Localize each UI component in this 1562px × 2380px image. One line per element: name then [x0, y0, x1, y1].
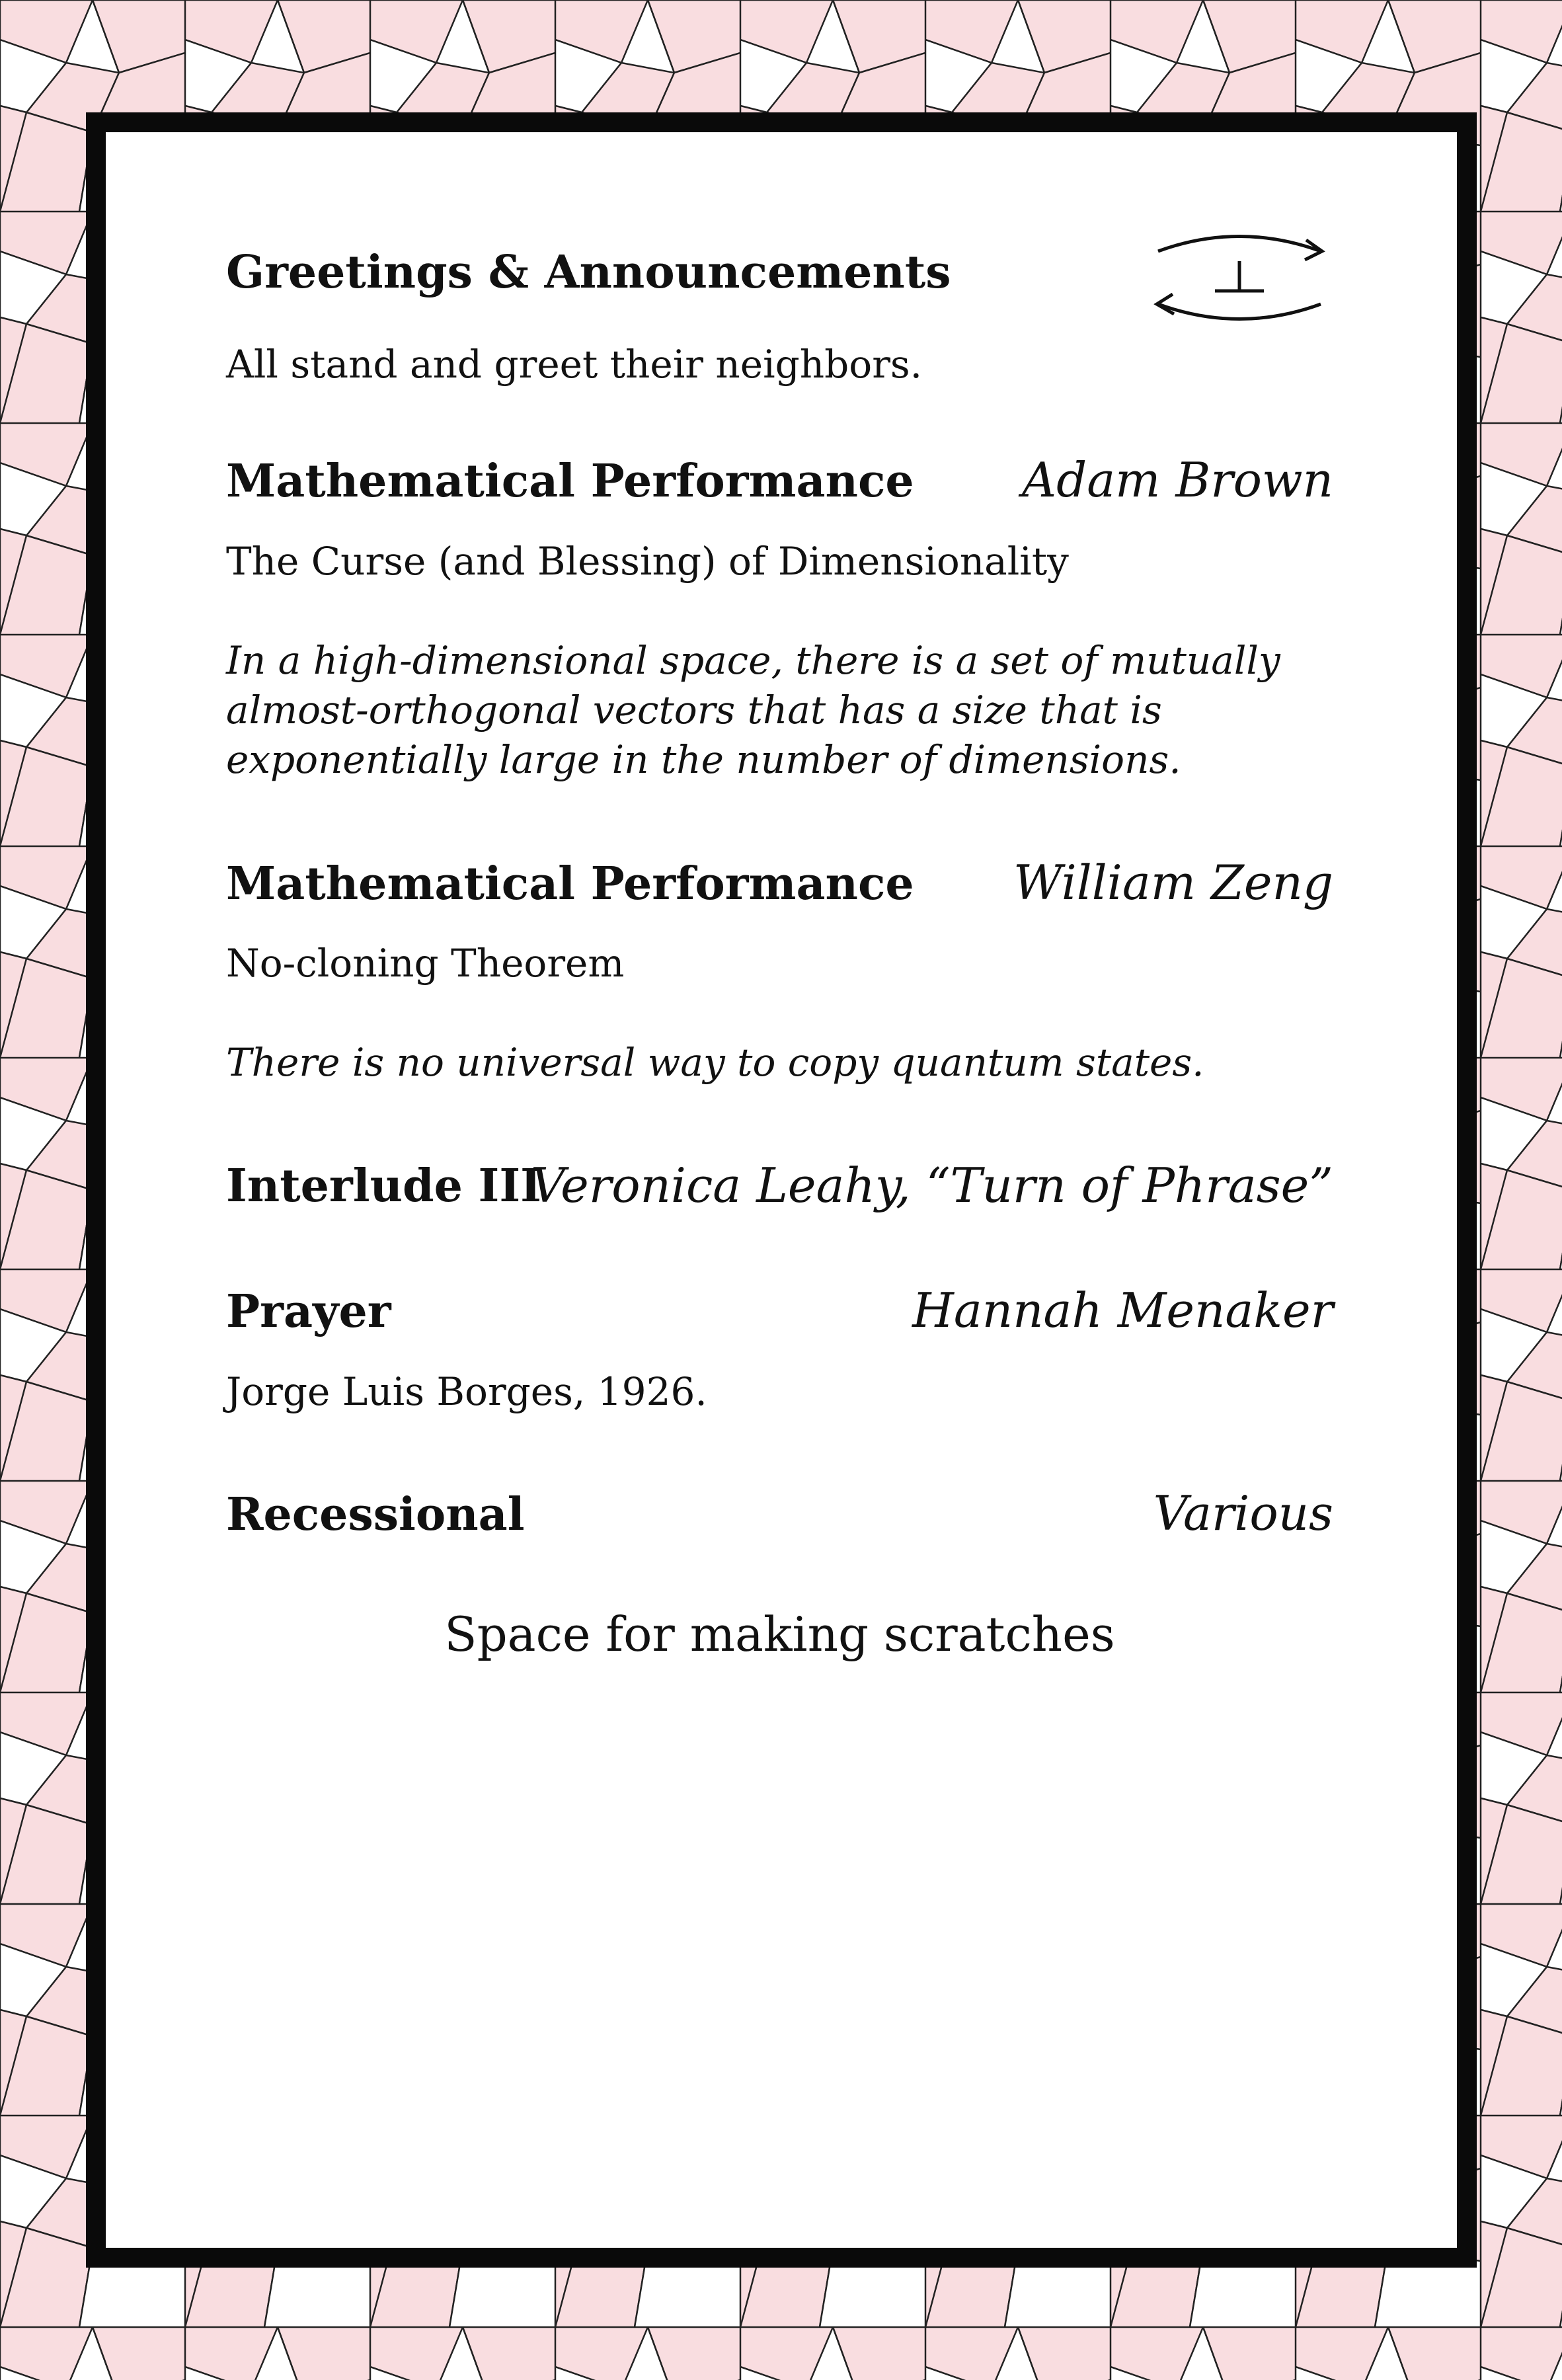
item-subtitle: The Curse (and Blessing) of Dimensionality — [226, 539, 1069, 584]
item-performer: Adam Brown — [1022, 452, 1333, 508]
item-subtitle: Jorge Luis Borges, 1926. — [226, 1369, 707, 1414]
commutator-perp-icon — [1150, 228, 1329, 334]
item-quote: There is no universal way to copy quantum states. — [226, 1040, 1204, 1085]
item-title: Greetings & Announcements — [226, 246, 951, 299]
item-subtitle: All stand and greet their neighbors. — [226, 342, 923, 387]
item-performer: Hannah Menaker — [912, 1283, 1333, 1338]
item-title: Interlude III — [226, 1160, 541, 1212]
item-quote: In a high-dimensional space, there is a set of mutually almost-orthogonal vectors that has a size that is exponentially large in the number of dimensions. — [226, 638, 1280, 782]
item-title: Mathematical Performance — [226, 455, 914, 508]
item-title: Prayer — [226, 1285, 391, 1338]
item-performer: William Zeng — [1013, 855, 1333, 910]
item-title: Recessional — [226, 1488, 525, 1541]
item-title: Mathematical Performance — [226, 857, 914, 910]
item-performer: Various — [1153, 1486, 1333, 1541]
item-performer: Veronica Leahy, “Turn of Phrase” — [530, 1158, 1333, 1213]
item-subtitle: No-cloning Theorem — [226, 941, 625, 986]
scratch-space-label: Space for making scratches — [444, 1606, 1115, 1662]
